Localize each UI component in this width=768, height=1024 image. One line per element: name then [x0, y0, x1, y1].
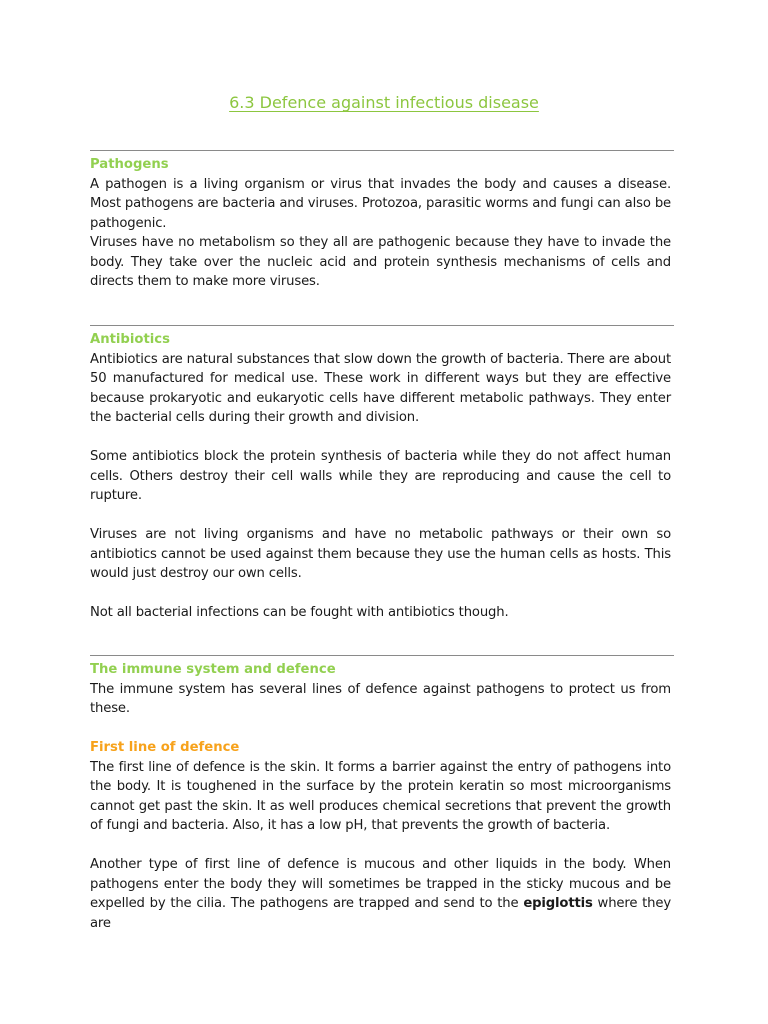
paragraph-text: where they are — [90, 896, 671, 931]
section-heading-antibiotics: Antibiotics — [90, 332, 170, 347]
section-immune-system — [90, 660, 671, 933]
section-divider — [90, 150, 674, 151]
paragraph: Antibiotics are natural substances that slow down the growth of bacteria. There are about 50 manufactured for medical use. These work in different ways but they are effective because prokaryotic and eukaryotic cells have different metabolic pathways. They enter the bacterial cells during their growth and division. — [90, 351, 671, 425]
paragraph — [90, 855, 671, 933]
section-pathogens — [90, 155, 671, 292]
paragraph-gap — [90, 428, 671, 448]
paragraph: A pathogen is a living organism or virus that invades the body and causes a disease. Most pathogens are bacteria and viruses. Protozoa, parasitic worms and fungi can also be pathogenic. — [90, 176, 671, 231]
paragraph-text: Another type of first line of defence is mucous and other liquids in the body. When pathogens enter the body they will sometimes be trapped in the sticky mucous and be expelled by the cilia. The pathogens are trapped and send to the — [90, 857, 671, 911]
paragraph-gap — [90, 836, 671, 856]
section-heading-immune-system: The immune system and defence — [90, 662, 336, 677]
paragraph-gap — [90, 506, 671, 526]
section-divider — [90, 655, 674, 656]
paragraph: Viruses have no metabolism so they all are pathogenic because they have to invade the body. They take over the nucleic acid and protein synthesis mechanisms of cells and directs them to make more viruses. — [90, 235, 671, 289]
paragraph: Not all bacterial infections can be fought with antibiotics though. — [90, 605, 509, 620]
paragraph: The immune system has several lines of defence against pathogens to protect us from these. — [90, 681, 671, 716]
subsection-heading-first-line: First line of defence — [90, 740, 240, 755]
section-heading-pathogens: Pathogens — [90, 157, 169, 172]
page-title: 6.3 Defence against infectious disease — [229, 93, 539, 112]
paragraph: Viruses are not living organisms and have no metabolic pathways or their own so antibiotics cannot be used against them because they use the human cells as hosts. This would just destroy our own cells. — [90, 527, 671, 581]
paragraph: The first line of defence is the skin. It forms a barrier against the entry of pathogens into the body. It is toughened in the surface by the protein keratin so most microorganisms cannot get past the skin. It as well produces chemical secretions that prevent the growth of fungi and bacteria. Also, it has a low pH, that prevents the growth of bacteria. — [90, 759, 671, 833]
section-divider — [90, 325, 674, 326]
paragraph: Some antibiotics block the protein synthesis of bacteria while they do not affect human cells. Others destroy their cell walls while they are reproducing and cause the cell to rupture. — [90, 449, 671, 503]
bold-term-epiglottis: epiglottis — [523, 896, 593, 911]
section-antibiotics — [90, 330, 671, 623]
paragraph-gap — [90, 719, 671, 739]
paragraph-gap — [90, 584, 671, 604]
